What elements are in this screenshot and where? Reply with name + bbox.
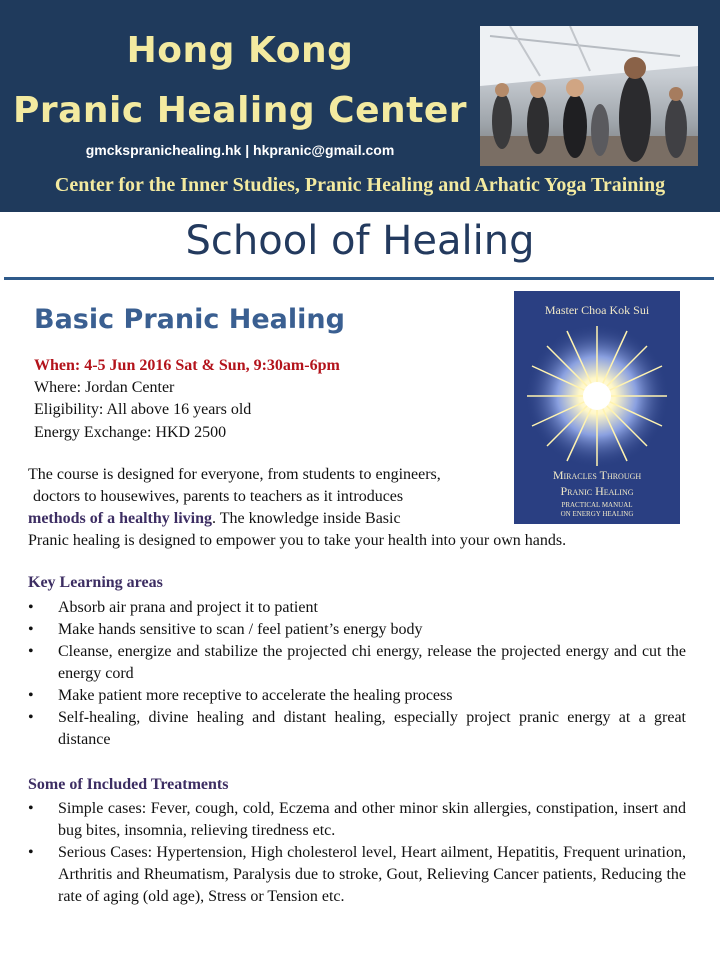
list-item: • Make hands sensitive to scan / feel patient’s energy body [28,619,686,641]
center-subtitle: Center for the Inner Studies, Pranic Healing and Arhatic Yoga Training [54,174,666,196]
book-author: Master Choa Kok Sui [544,303,650,317]
page-title: School of Healing [185,218,535,264]
header-banner [0,0,720,212]
treatments-list [28,798,686,908]
bullet-icon: • [28,800,34,817]
list-item: • Make patient more receptive to accelerate the healing process [28,685,686,707]
list-item: • Absorb air prana and project it to patient [28,597,686,619]
intro-line4: Pranic healing is designed to empower you to take your health into your own hands. [28,532,567,549]
course-exchange: Energy Exchange: HKD 2500 [34,424,227,441]
key-learning-heading: Key Learning areas [28,574,163,591]
course-eligibility: Eligibility: All above 16 years old [34,401,252,418]
course-when: When: 4-5 Jun 2016 Sat & Sun, 9:30am-6pm [34,357,340,374]
class-photo-illustration [480,26,698,166]
center-title-line1: Hong Kong [126,30,354,71]
list-item: • Simple cases: Fever, cough, cold, Eczema and other minor skin allergies, constipation, insert and bug bites, insomnia, relieving tiredness etc. [28,800,686,839]
key-learning-list [28,597,686,751]
book-title-line1: Miracles Through [552,468,642,482]
title-divider [4,277,714,280]
bullet-icon: • [28,709,34,726]
bullet-icon: • [28,599,34,616]
list-item: • Cleanse, energize and stabilize the projected chi energy, release the projected energy and cut the energy cord [28,643,686,682]
course-intro [28,464,688,552]
book-subtitle-line1: PRACTICAL MANUAL [561,501,633,509]
bullet-icon: • [28,643,34,660]
course-title: Basic Pranic Healing [34,304,345,335]
treatments-heading: Some of Included Treatments [28,776,229,793]
intro-line3-rest: . The knowledge inside Basic [212,510,401,527]
book-subtitle-line2: ON ENERGY HEALING [560,510,634,518]
course-where: Where: Jordan Center [34,379,175,396]
bullet-icon: • [28,687,34,704]
intro-line3 [28,508,688,530]
list-item: • Serious Cases: Hypertension, High cholesterol level, Heart ailment, Hepatitis, Frequent urination, Arthritis and Rheumatism, Paralysis due to stroke, Gout, Relieving Cancer patients, Reducing the rate of aging (old age), Stress or Tension etc. [28,844,686,905]
intro-highlight: methods of a healthy living [28,510,213,527]
list-item: • Self-healing, divine healing and distant healing, especially project pranic energy at a great distance [28,709,686,748]
intro-line1: The course is designed for everyone, from students to engineers, [28,466,441,483]
class-photo [480,26,698,166]
bullet-icon: • [28,844,34,861]
center-title-line2: Pranic Healing Center [12,90,468,131]
book-title-line2: Pranic Healing [560,484,634,498]
intro-line2: doctors to housewives, parents to teachers as it introduces [33,488,404,505]
contact-info: gmckspranichealing.hk | hkpranic@gmail.com [85,142,395,158]
bullet-icon: • [28,621,34,638]
